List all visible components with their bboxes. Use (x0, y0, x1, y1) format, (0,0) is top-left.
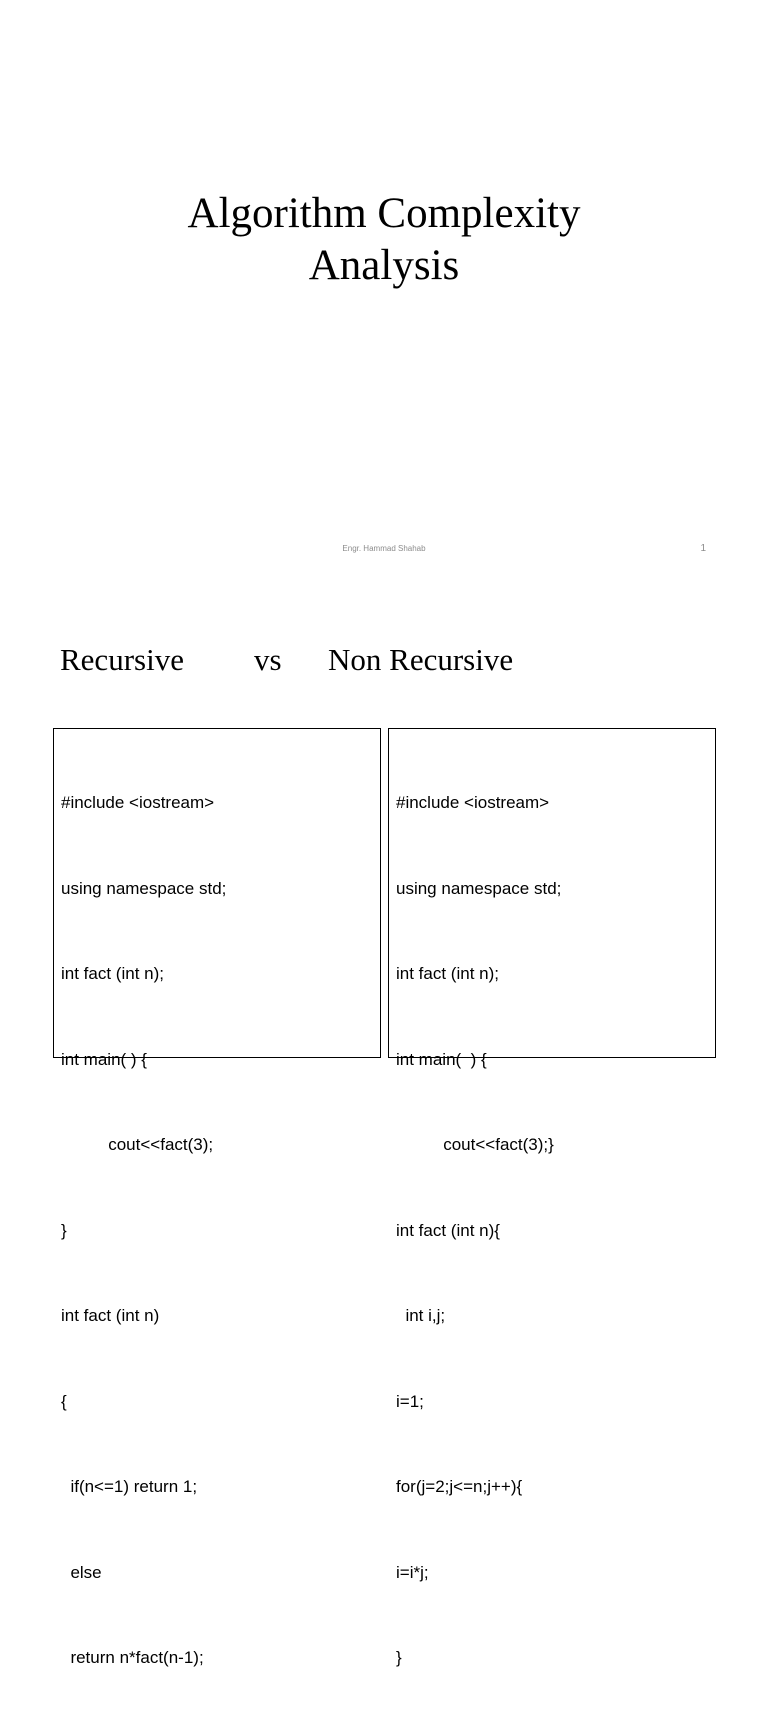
code-line: int fact (int n); (61, 964, 164, 983)
code-line: } (61, 1220, 67, 1240)
code-line: { (61, 1391, 67, 1411)
code-line: if(n<=1) return 1; (61, 1477, 198, 1496)
code-line: else (61, 1562, 102, 1582)
recursive-code-box (53, 728, 381, 1667)
slide-title-line-1: Algorithm Complexity (187, 190, 581, 237)
code-line: #include <iostream> (396, 793, 550, 812)
code-line: int fact (int n){ (396, 1220, 500, 1240)
slide-footer: Engr. Hammad Shahab (342, 544, 426, 553)
slide-title (0, 188, 768, 292)
code-line: int i,j; (396, 1306, 446, 1325)
code-line: cout<<fact(3); (61, 1135, 214, 1154)
code-line: for(j=2;j<=n;j++){ (396, 1477, 523, 1496)
heading-vs: vs (254, 642, 282, 677)
code-line: } (396, 1648, 402, 1667)
code-line: int main( ) { (396, 1049, 487, 1069)
heading-non-recursive: Non Recursive (328, 642, 514, 677)
comparison-heading (60, 640, 748, 680)
title-slide (0, 0, 768, 586)
heading-recursive: Recursive (60, 642, 184, 677)
code-line: return n*fact(n-1); (61, 1648, 204, 1667)
code-line: #include <iostream> (61, 793, 215, 812)
code-line: int main( ) { (61, 1049, 147, 1069)
code-line: using namespace std; (61, 878, 227, 898)
code-line: using namespace std; (396, 878, 562, 898)
slide-page-number: 1 (700, 543, 706, 554)
code-line: int fact (int n); (396, 964, 499, 983)
code-line: cout<<fact(3);} (396, 1135, 554, 1154)
code-line: int fact (int n) (61, 1306, 160, 1325)
code-line: i=i*j; (396, 1562, 429, 1582)
code-line: i=1; (396, 1391, 424, 1411)
comparison-slide (0, 586, 768, 1667)
non-recursive-code-box (388, 728, 716, 1667)
slide-title-line-2: Analysis (308, 242, 460, 289)
